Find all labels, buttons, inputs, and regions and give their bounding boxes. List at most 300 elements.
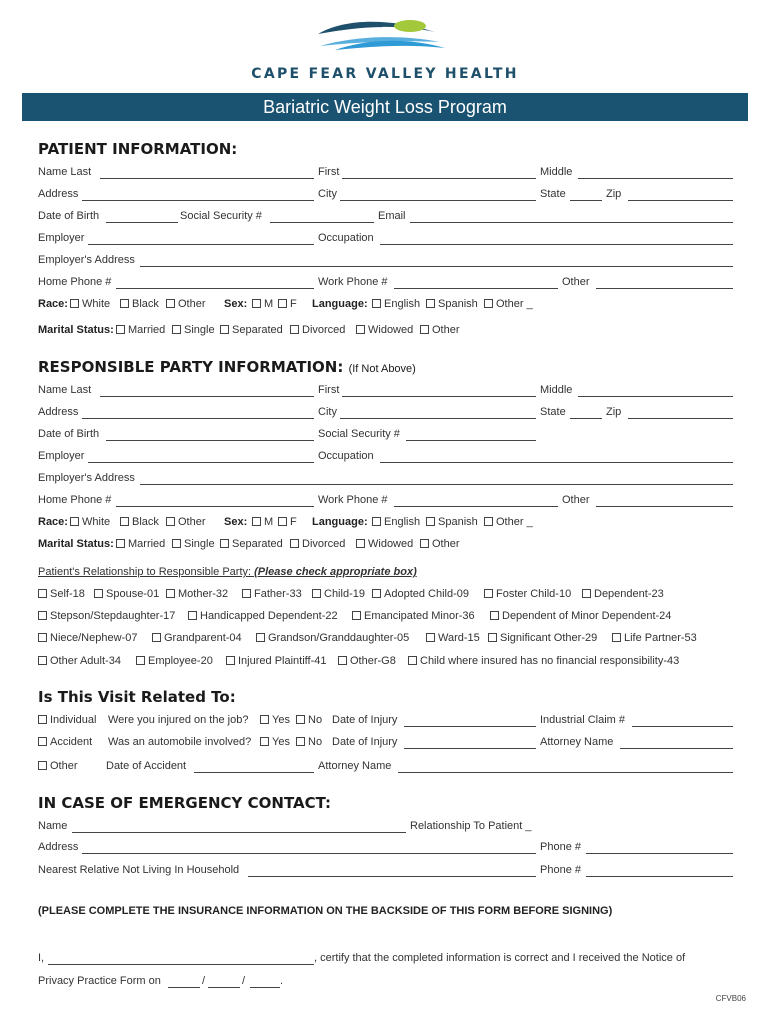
zip-field[interactable] [628,188,733,201]
option-label: Single [184,538,215,550]
patient-marital-row [38,324,733,340]
option-label: Single [184,324,215,336]
option-label: White [82,298,111,310]
privacy-day-field[interactable] [208,975,240,988]
rp-marital-widowed-option[interactable] [356,538,413,550]
option-label: Ward-15 [438,632,480,644]
checkbox[interactable] [484,299,493,308]
rp-language-other-option[interactable] [484,516,533,528]
certification-row [38,952,733,968]
org-name: CAPE FEAR VALLEY HEALTH [251,66,519,82]
option-label: F [290,298,297,310]
rel-child-option[interactable] [312,588,365,600]
rp-city-label: City [318,406,337,418]
language-spanish-option[interactable] [426,298,478,310]
checkbox[interactable] [136,656,145,665]
option-label: Divorced [302,538,346,550]
option-label: Spouse-01 [106,588,160,600]
rp-occupation-label: Occupation [318,450,374,462]
rp-address-field[interactable] [82,406,314,419]
option-label: Injured Plaintiff-41 [238,655,327,667]
ssn-field[interactable] [270,210,374,223]
rel-employee-option[interactable] [136,655,213,667]
rp-work-phone-label: Work Phone # [318,494,388,506]
option-label: Other [178,298,206,310]
patient-employer-address-row [38,254,733,270]
other-phone-field[interactable] [596,276,733,289]
rel-adopted-child-option[interactable] [372,588,469,600]
date-of-injury-label: Date of Injury [332,714,398,726]
checkbox[interactable] [408,656,417,665]
rp-city-field[interactable] [340,406,536,419]
rel-spouse-option[interactable] [94,588,159,600]
rp-ssn-label: Social Security # [318,428,400,440]
attorney-name-field[interactable] [620,736,733,749]
checkbox[interactable] [120,517,129,526]
checkbox[interactable] [252,299,261,308]
checkbox[interactable] [260,737,269,746]
state-label: State [540,188,566,200]
rel-ward-option[interactable] [426,632,480,644]
option-label: Other [432,324,460,336]
checkbox[interactable] [338,656,347,665]
option-label: Employee-20 [148,655,213,667]
rp-first-name-field[interactable] [342,384,536,397]
city-label: City [318,188,337,200]
city-field[interactable] [340,188,536,201]
rel-dependent-option[interactable] [582,588,664,600]
option-label: Other [178,516,206,528]
checkbox[interactable] [490,611,499,620]
checkbox[interactable] [372,589,381,598]
rp-language-spanish-option[interactable] [426,516,478,528]
rp-first-label: First [318,384,340,396]
rp-demographics-row [38,516,733,532]
rp-language-english-option[interactable] [372,516,420,528]
option-label: Separated [232,324,283,336]
checkbox[interactable] [38,656,47,665]
auto-yes-option[interactable] [260,736,290,748]
rel-significant-other-option[interactable] [488,632,597,644]
rp-employer-address-field[interactable] [140,472,733,485]
marital-married-option[interactable] [116,324,165,336]
option-label: Self-18 [50,588,85,600]
visit-accident-row [38,736,733,752]
employer-address-field[interactable] [140,254,733,267]
emergency-name-field[interactable] [72,820,406,833]
rp-middle-name-field[interactable] [578,384,733,397]
checkbox[interactable] [312,589,321,598]
checkbox[interactable] [70,517,79,526]
rp-race-black-option[interactable] [120,516,159,528]
email-label: Email [378,210,406,222]
rp-other-phone-label: Other [562,494,590,506]
option-label: Child where insured has no financial responsibility-43 [420,655,680,667]
rel-emancipated-minor-option[interactable] [352,610,475,622]
rel-niece-nephew-option[interactable] [38,632,137,644]
patient-name-row [38,166,733,182]
rp-sex-m-option[interactable] [252,516,273,528]
checkbox[interactable] [484,589,493,598]
option-label: F [290,516,297,528]
rp-marital-separated-option[interactable] [220,538,283,550]
rp-marital-status-label: Marital Status: [38,538,114,550]
sex-m-option[interactable] [252,298,273,310]
emergency-name-row [38,820,733,836]
work-phone-label: Work Phone # [318,276,388,288]
injured-yes-option[interactable] [260,714,290,726]
rp-dob-label: Date of Birth [38,428,100,440]
relationship-row-4 [38,655,733,671]
privacy-row [38,975,733,991]
checkbox[interactable] [226,656,235,665]
checkbox[interactable] [582,589,591,598]
logo-green-hill [394,20,426,32]
patient-address-row [38,188,733,204]
patient-phone-row [38,276,733,292]
checkbox[interactable] [372,517,381,526]
date-of-injury-field[interactable] [404,714,536,727]
rp-occupation-field[interactable] [380,450,733,463]
home-phone-field[interactable] [116,276,314,289]
option-label: Dependent-23 [594,588,664,600]
rel-other-g8-option[interactable] [338,655,396,667]
rel-dependent-of-minor-option[interactable] [490,610,671,622]
rel-grandchild-option[interactable] [256,632,409,644]
checkbox[interactable] [220,325,229,334]
privacy-month-field[interactable] [168,975,200,988]
checkbox[interactable] [252,517,261,526]
address-label: Address [38,188,79,200]
checkbox[interactable] [220,539,229,548]
rel-injured-plaintiff-option[interactable] [226,655,326,667]
marital-widowed-option[interactable] [356,324,413,336]
option-label: Mother-32 [178,588,229,600]
rp-employer-address-label: Employer's Address [38,472,135,484]
checkbox[interactable] [484,517,493,526]
relationship-heading-row [38,566,733,582]
responsible-party-title: RESPONSIBLE PARTY INFORMATION: [38,358,344,376]
checkbox[interactable] [38,633,47,642]
checkbox[interactable] [38,715,47,724]
visit-accident-option[interactable] [38,736,92,748]
marital-divorced-option[interactable] [290,324,345,336]
middle-name-field[interactable] [578,166,733,179]
option-label: White [82,516,111,528]
checkbox[interactable] [116,325,125,334]
option-label: Grandparent-04 [164,632,242,644]
checkbox[interactable] [260,715,269,724]
date-slash-2: / [242,975,246,987]
emergency-contact-heading: IN CASE OF EMERGENCY CONTACT: [38,794,332,812]
first-label: First [318,166,340,178]
first-name-field[interactable] [342,166,536,179]
checkbox[interactable] [94,589,103,598]
race-white-option[interactable] [70,298,110,310]
rp-marital-married-option[interactable] [116,538,165,550]
option-label: M [264,516,274,528]
signer-name-field[interactable] [48,952,314,965]
occupation-label: Occupation [318,232,374,244]
language-other-option[interactable] [484,298,533,310]
state-field[interactable] [570,188,602,201]
checkbox[interactable] [172,539,181,548]
emergency-address-row [38,841,733,857]
injured-on-job-question: Were you injured on the job? [108,714,249,726]
accident-date-of-injury-field[interactable] [404,736,536,749]
rel-child-no-responsibility-option[interactable] [408,655,679,667]
option-label: Significant Other-29 [500,632,598,644]
option-label: Niece/Nephew-07 [50,632,138,644]
auto-no-option[interactable] [296,736,322,748]
emergency-address-label: Address [38,841,79,853]
option-label: Married [128,324,166,336]
last-name-field[interactable] [100,166,314,179]
emergency-phone-field[interactable] [586,841,733,854]
relationship-row-1 [38,588,733,604]
privacy-text: Privacy Practice Form on [38,975,161,987]
rp-employer-label: Employer [38,450,85,462]
patient-employer-row [38,232,733,248]
checkbox[interactable] [612,633,621,642]
emergency-phone-label: Phone # [540,841,581,853]
checkbox[interactable] [420,539,429,548]
rp-dob-field[interactable] [106,428,314,441]
option-label: Other Adult-34 [50,655,121,667]
other-phone-label: Other [562,276,590,288]
dob-label: Date of Birth [38,210,100,222]
middle-label: Middle [540,166,573,178]
relationship-label [38,566,417,578]
checkbox[interactable] [426,299,435,308]
rp-address-label: Address [38,406,79,418]
option-label: Widowed [368,538,414,550]
rp-state-field[interactable] [570,406,602,419]
rel-other-adult-option[interactable] [38,655,121,667]
rp-ssn-field[interactable] [406,428,536,441]
rel-stepchild-option[interactable] [38,610,175,622]
option-label: Stepson/Stepdaughter-17 [50,610,176,622]
rel-life-partner-option[interactable] [612,632,697,644]
accident-date-of-injury-label: Date of Injury [332,736,398,748]
checkbox[interactable] [256,633,265,642]
rp-name-row [38,384,733,400]
checkbox[interactable] [188,611,197,620]
checkbox[interactable] [166,517,175,526]
option-label: Emancipated Minor-36 [364,610,475,622]
checkbox[interactable] [116,539,125,548]
nearest-relative-row [38,864,733,880]
option-label: Other [432,538,460,550]
nearest-relative-field[interactable] [248,864,536,877]
checkbox[interactable] [70,299,79,308]
rp-marital-single-option[interactable] [172,538,215,550]
option-label: No [308,736,323,748]
rp-work-phone-field[interactable] [394,494,558,507]
checkbox[interactable] [290,539,299,548]
program-title-banner: Bariatric Weight Loss Program [22,93,748,121]
option-label: Spanish [438,516,478,528]
patient-dob-row [38,210,733,226]
rp-state-label: State [540,406,566,418]
insurance-notice: (PLEASE COMPLETE THE INSURANCE INFORMATION ON THE BACKSIDE OF THIS FORM BEFORE SIGNING) [38,905,613,917]
responsible-party-note: (If Not Above) [348,363,416,375]
relationship-row-2 [38,610,733,626]
rp-home-phone-field[interactable] [116,494,314,507]
form-code: CFVB06 [715,994,746,1003]
rp-employer-field[interactable] [88,450,314,463]
option-label: Child-19 [324,588,365,600]
rp-zip-field[interactable] [628,406,733,419]
cape-fear-valley-logo [300,18,450,64]
option-label: M [264,298,274,310]
language-label: Language: [312,298,368,310]
rp-marital-divorced-option[interactable] [290,538,345,550]
rel-mother-option[interactable] [166,588,228,600]
employer-label: Employer [38,232,85,244]
industrial-claim-label: Industrial Claim # [540,714,625,726]
checkbox[interactable] [352,611,361,620]
option-label: Accident [50,736,93,748]
marital-status-label: Marital Status: [38,324,114,336]
option-label: Other-G8 [350,655,396,667]
option-label: Dependent of Minor Dependent-24 [502,610,672,622]
marital-other-option[interactable] [420,324,460,336]
rp-name-last-label: Name Last [38,384,92,396]
option-label: Handicapped Dependent-22 [200,610,338,622]
cert-prefix: I, [38,952,45,964]
language-english-option[interactable] [372,298,420,310]
attorney-name-label: Attorney Name [540,736,614,748]
responsible-party-heading [38,358,416,376]
option-label: Separated [232,538,283,550]
checkbox[interactable] [426,633,435,642]
rp-address-row [38,406,733,422]
checkbox[interactable] [372,299,381,308]
rel-self-option[interactable] [38,588,85,600]
marital-single-option[interactable] [172,324,215,336]
employer-address-label: Employer's Address [38,254,135,266]
checkbox[interactable] [242,589,251,598]
option-label: Adopted Child-09 [384,588,470,600]
rp-middle-label: Middle [540,384,573,396]
option-label: Yes [272,736,290,748]
option-label: No [308,714,323,726]
checkbox[interactable] [152,633,161,642]
rel-handicapped-dependent-option[interactable] [188,610,338,622]
option-label: Father-33 [254,588,302,600]
rp-race-label: Race: [38,516,68,528]
option-label: Other [50,760,78,772]
rp-marital-row [38,538,733,554]
rp-race-white-option[interactable] [70,516,110,528]
option-label: Yes [272,714,290,726]
rp-other-phone-field[interactable] [596,494,733,507]
checkbox[interactable] [426,517,435,526]
checkbox[interactable] [166,299,175,308]
emergency-relationship-label: Relationship To Patient _ [410,820,532,832]
checkbox[interactable] [356,325,365,334]
sex-label: Sex: [224,298,248,310]
option-label: English [384,516,421,528]
name-last-label: Name Last [38,166,92,178]
checkbox[interactable] [296,715,305,724]
occupation-field[interactable] [380,232,733,245]
rp-employer-address-row [38,472,733,488]
rp-language-label: Language: [312,516,368,528]
option-label: Married [128,538,166,550]
nearest-relative-phone-field[interactable] [586,864,733,877]
checkbox[interactable] [356,539,365,548]
checkbox[interactable] [166,589,175,598]
address-field[interactable] [82,188,314,201]
checkbox[interactable] [278,517,287,526]
race-black-option[interactable] [120,298,159,310]
option-label: English [384,298,421,310]
date-period: . [280,975,284,987]
visit-individual-option[interactable] [38,714,96,726]
checkbox[interactable] [38,737,47,746]
rp-zip-label: Zip [606,406,622,418]
rp-race-other-option[interactable] [166,516,206,528]
privacy-year-field[interactable] [250,975,280,988]
rel-foster-child-option[interactable] [484,588,571,600]
rel-grandparent-option[interactable] [152,632,242,644]
option-label: Divorced [302,324,346,336]
email-field[interactable] [410,210,733,223]
checkbox[interactable] [38,589,47,598]
option-label: Spanish [438,298,478,310]
checkbox[interactable] [38,611,47,620]
other-attorney-name-label: Attorney Name [318,760,392,772]
rp-dob-row [38,428,733,444]
rel-father-option[interactable] [242,588,302,600]
checkbox[interactable] [38,761,47,770]
option-label: Life Partner-53 [624,632,697,644]
nearest-relative-phone-label: Phone # [540,864,581,876]
option-label: Other _ [496,298,533,310]
checkbox[interactable] [120,299,129,308]
rp-marital-other-option[interactable] [420,538,460,550]
dob-field[interactable] [106,210,178,223]
race-other-option[interactable] [166,298,206,310]
employer-field[interactable] [88,232,314,245]
date-of-accident-label: Date of Accident [106,760,187,772]
checkbox[interactable] [420,325,429,334]
relationship-row-3 [38,632,733,648]
checkbox[interactable] [290,325,299,334]
checkbox[interactable] [278,299,287,308]
sex-f-option[interactable] [278,298,297,310]
visit-other-option[interactable] [38,760,78,772]
marital-separated-option[interactable] [220,324,283,336]
option-label: Widowed [368,324,414,336]
patient-demographics-row [38,298,733,314]
emergency-address-field[interactable] [82,841,536,854]
work-phone-field[interactable] [394,276,558,289]
injured-no-option[interactable] [296,714,322,726]
checkbox[interactable] [488,633,497,642]
rp-sex-label: Sex: [224,516,248,528]
checkbox[interactable] [172,325,181,334]
checkbox[interactable] [296,737,305,746]
visit-other-row [38,760,733,776]
date-of-accident-field[interactable] [194,760,314,773]
other-attorney-name-field[interactable] [398,760,733,773]
rp-sex-f-option[interactable] [278,516,297,528]
rp-last-name-field[interactable] [100,384,314,397]
industrial-claim-field[interactable] [632,714,733,727]
